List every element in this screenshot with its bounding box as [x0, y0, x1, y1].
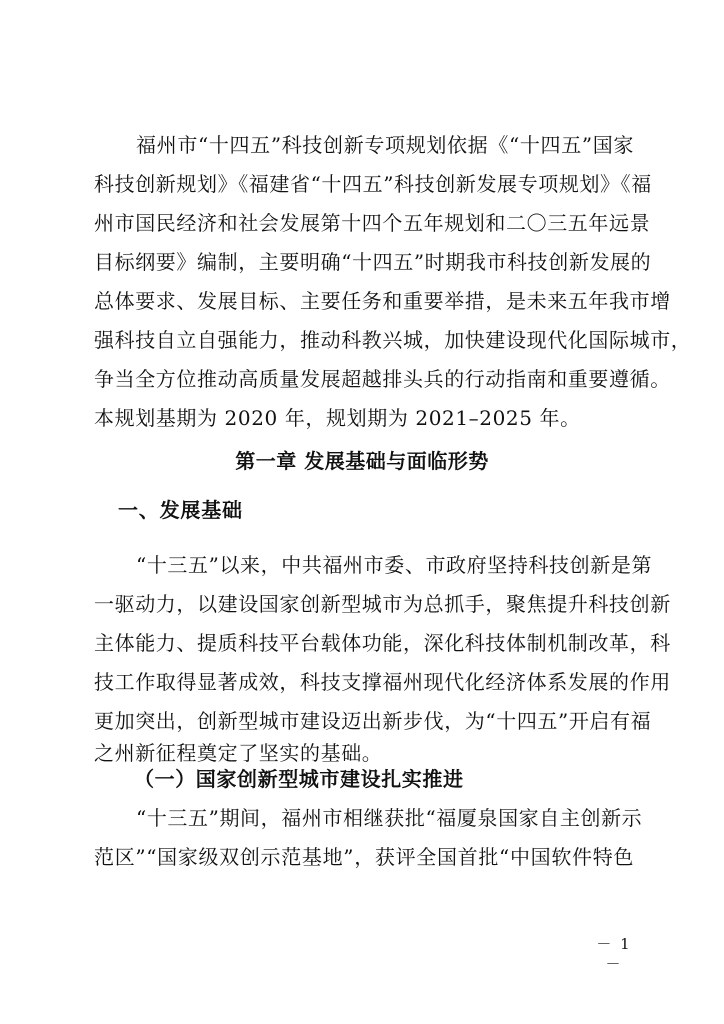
section-heading: 一、发展基础 — [118, 498, 243, 522]
foundation-paragraph-line: 之州新征程奠定了坚实的基础。 — [94, 741, 383, 765]
intro-paragraph-line: 本规划基期为 2020 年，规划期为 2021–2025 年。 — [94, 406, 581, 430]
intro-paragraph-line: 福州市“十四五”科技创新专项规划依据《“十四五”国家 — [136, 133, 634, 157]
intro-paragraph-line: 州市国民经济和社会发展第十四个五年规划和二〇三五年远景 — [94, 211, 651, 235]
progress-paragraph-line: 范区”“国家级双创示范基地”，获评全国首批“中国软件特色 — [94, 845, 634, 869]
foundation-paragraph-line: 更加突出，创新型城市建设迈出新步伐，为“十四五”开启有福 — [94, 709, 652, 733]
foundation-paragraph-line: “十三五”以来，中共福州市委、市政府坚持科技创新是第 — [136, 553, 653, 577]
intro-paragraph-line: 目标纲要》编制，主要明确“十四五”时期我市科技创新发展的 — [94, 250, 652, 274]
foundation-paragraph-line: 主体能力、提质科技平台载体功能，深化科技体制机制改革，科 — [94, 631, 671, 655]
intro-paragraph-line: 强科技自立自强能力，推动科教兴城，加快建设现代化国际城市， — [94, 328, 692, 352]
intro-paragraph-line: 总体要求、发展目标、主要任务和重要举措，是未来五年我市增 — [94, 289, 671, 313]
page-number: － 1 － — [596, 935, 632, 973]
subsection-heading: （一）国家创新型城市建设扎实推进 — [134, 767, 464, 791]
intro-paragraph-line: 争当全方位推动高质量发展超越排头兵的行动指南和重要遵循。 — [94, 367, 671, 391]
foundation-paragraph-line: 一驱动力，以建设国家创新型城市为总抓手，聚焦提升科技创新 — [94, 592, 671, 616]
foundation-paragraph-line: 技工作取得显著成效，科技支撑福州现代化经济体系发展的作用 — [94, 670, 671, 694]
chapter-title: 第一章 发展基础与面临形势 — [235, 449, 489, 473]
intro-paragraph-line: 科技创新规划》《福建省“十四五”科技创新发展专项规划》《福 — [94, 172, 652, 196]
progress-paragraph-line: “十三五”期间，福州市相继获批“福厦泉国家自主创新示 — [136, 806, 643, 830]
